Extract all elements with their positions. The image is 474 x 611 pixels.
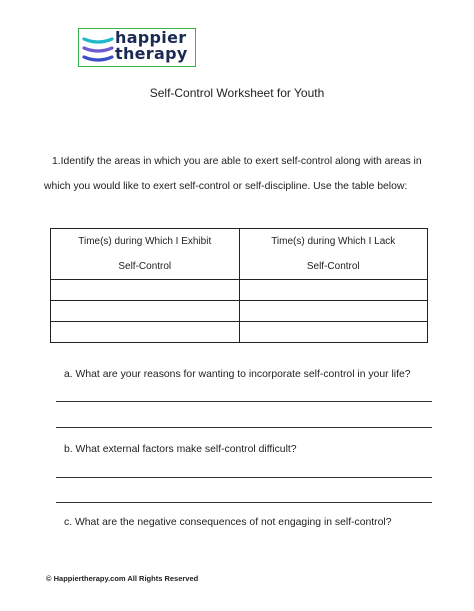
header-lack-line-2: Self-Control bbox=[306, 261, 360, 272]
question-a: a. What are your reasons for wanting to incorporate self-control in your life? bbox=[64, 369, 411, 380]
self-control-table bbox=[50, 228, 428, 343]
table-cell-exhibit[interactable] bbox=[51, 301, 240, 322]
question-b: b. What external factors make self-control difficult? bbox=[64, 444, 297, 455]
happier-therapy-logo bbox=[78, 28, 196, 67]
table-cell-exhibit[interactable] bbox=[51, 322, 240, 343]
table-header-row bbox=[51, 229, 428, 280]
answer-line-b-1[interactable] bbox=[56, 477, 432, 478]
question-c: c. What are the negative consequences of not engaging in self-control? bbox=[64, 517, 392, 528]
table-row bbox=[51, 322, 428, 343]
table-cell-lack[interactable] bbox=[239, 322, 428, 343]
table-row bbox=[51, 301, 428, 322]
wave-icon bbox=[82, 32, 114, 64]
table-cell-exhibit[interactable] bbox=[51, 280, 240, 301]
logo-text-happier: happier bbox=[115, 28, 187, 47]
answer-line-b-2[interactable] bbox=[56, 502, 432, 503]
header-exhibit-line-2: Self-Control bbox=[118, 261, 172, 272]
logo-text-therapy: therapy bbox=[115, 44, 188, 63]
header-lack-line-1: Time(s) during Which I Lack bbox=[271, 236, 396, 247]
instructions-line-2: which you would like to exert self-control or self-discipline. Use the table below: bbox=[44, 181, 408, 192]
answer-line-a-1[interactable] bbox=[56, 401, 432, 402]
instructions bbox=[44, 149, 444, 199]
header-exhibit-line-1: Time(s) during Which I Exhibit bbox=[78, 236, 212, 247]
header-lack-self-control bbox=[239, 229, 428, 280]
table-cell-lack[interactable] bbox=[239, 301, 428, 322]
page-title: Self-Control Worksheet for Youth bbox=[149, 86, 325, 100]
table-cell-lack[interactable] bbox=[239, 280, 428, 301]
instructions-line-1: 1.Identify the areas in which you are able to exert self-control along with areas in bbox=[52, 156, 422, 167]
answer-line-a-2[interactable] bbox=[56, 427, 432, 428]
header-exhibit-self-control bbox=[51, 229, 240, 280]
copyright-footer: © Happiertherapy.com All Rights Reserved bbox=[46, 574, 199, 583]
table-row bbox=[51, 280, 428, 301]
